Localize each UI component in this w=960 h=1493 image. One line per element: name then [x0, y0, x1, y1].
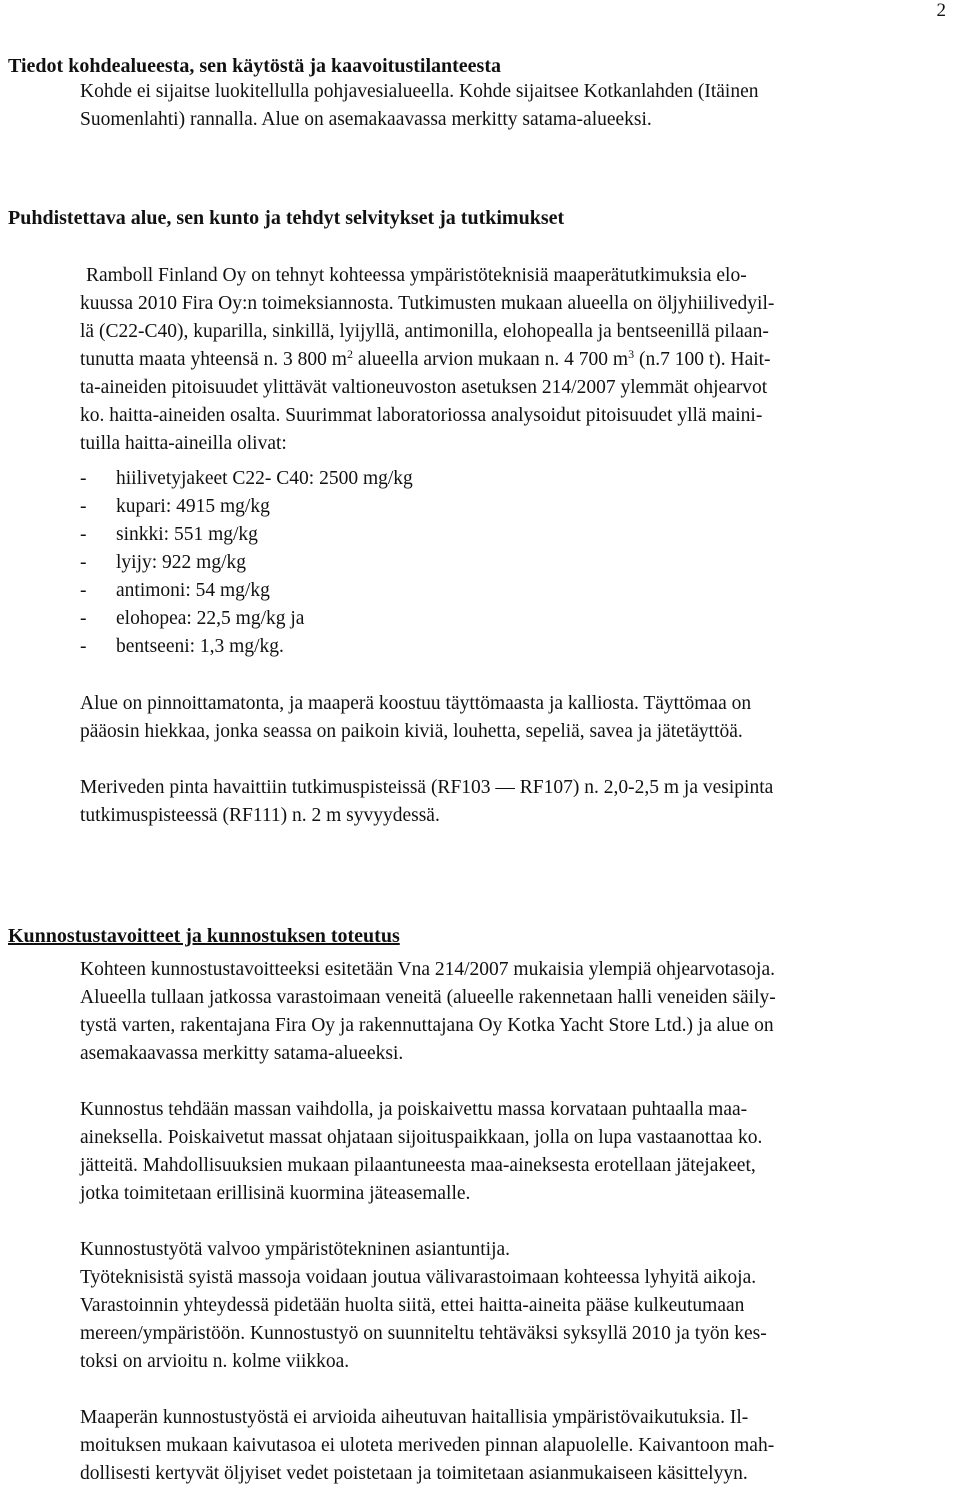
text-line: lä (C22-C40), kuparilla, sinkillä, lyijyllä, antimonilla, elohopealla ja bentseenillä pilaan-: [80, 321, 769, 342]
section-heading-remediation: Kunnostustavoitteet ja kunnostuksen toteutus: [8, 925, 400, 947]
paragraph-environmental-impact: [80, 1404, 952, 1488]
list-dash: -: [80, 524, 87, 545]
text-line: moituksen mukaan kaivutasoa ei uloteta meriveden pinnan alapuolelle. Kaivantoon mah-: [80, 1435, 775, 1456]
text-line: jätteitä. Mahdollisuuksien mukaan pilaantuneesta maa-aineksesta erotellaan jätejakeet,: [80, 1155, 756, 1176]
list-dash: -: [80, 580, 87, 601]
superscript: 3: [628, 347, 635, 361]
text-line: dollisesti kertyvät öljyiset vedet poistetaan ja toimitetaan asianmukaiseen käsittelyyn.: [80, 1463, 748, 1484]
page-number: 2: [936, 0, 946, 21]
text-line: tystä varten, rakentajana Fira Oy ja rakennuttajana Oy Kotka Yacht Store Ltd.) ja alue on: [80, 1015, 774, 1036]
superscript: 2: [346, 347, 353, 361]
list-item: [80, 577, 952, 605]
text-line: mereen/ympäristöön. Kunnostustyö on suunniteltu tehtäväksi syksyllä 2010 ja työn kes-: [80, 1323, 767, 1344]
list-item: [80, 549, 952, 577]
paragraph-soil: [80, 690, 952, 746]
contaminant-list: [80, 465, 952, 661]
text-line: Työteknisistä syistä massoja voidaan joutua välivarastoimaan kohteessa lyhyitä aikoja.: [80, 1267, 757, 1288]
paragraph-mass-exchange: [80, 1096, 952, 1208]
text-line: Maaperän kunnostustyöstä ei arvioida aiheutuvan haitallisia ympäristövaikutuksia. Il-: [80, 1407, 749, 1428]
text-line: Kunnostustyötä valvoo ympäristötekninen asiantuntija.: [80, 1239, 511, 1260]
list-item-text: elohopea: 22,5 mg/kg ja: [116, 608, 305, 629]
list-item: [80, 633, 952, 661]
section-heading-site-info: Tiedot kohdealueesta, sen käytöstä ja kaavoitustilanteesta: [8, 55, 501, 77]
text-line: asemakaavassa merkitty satama-alueeksi.: [80, 1043, 404, 1064]
text-line: Meriveden pinta havaittiin tutkimuspisteissä (RF103 — RF107) n. 2,0-2,5 m ja vesipinta: [80, 777, 774, 798]
list-item-text: kupari: 4915 mg/kg: [116, 496, 270, 517]
text-line: Kunnostus tehdään massan vaihdolla, ja poiskaivettu massa korvataan puhtaalla maa-: [80, 1099, 748, 1120]
text-line: jotka toimitetaan erillisinä kuormina jäteasemalle.: [80, 1183, 471, 1204]
text-line: pääosin hiekkaa, jonka seassa on paikoin kiviä, louhetta, sepeliä, savea ja jätetäyttöä.: [80, 721, 743, 742]
list-item: [80, 605, 952, 633]
list-dash: -: [80, 496, 87, 517]
list-item-text: lyijy: 922 mg/kg: [116, 552, 247, 573]
text-fragment: alueella arvion mukaan n. 4 700 m: [352, 349, 629, 370]
text-line: [80, 346, 952, 374]
text-line: ta-aineiden pitoisuudet ylittävät valtioneuvoston asetuksen 214/2007 ylemmät ohjearvot: [80, 377, 768, 398]
paragraph-supervision: [80, 1236, 952, 1376]
text-line: Alueella tullaan jatkossa varastoimaan veneitä (alueelle rakennetaan halli veneiden säily-: [80, 987, 776, 1008]
text-line: ko. haitta-aineiden osalta. Suurimmat laboratoriossa analysoidut pitoisuudet yllä maini-: [80, 405, 763, 426]
section-heading-area-condition: Puhdistettava alue, sen kunto ja tehdyt selvitykset ja tutkimukset: [8, 207, 565, 229]
list-item: [80, 465, 952, 493]
paragraph-remediation-goals: [80, 956, 952, 1068]
text-fragment: tunutta maata yhteensä n. 3 800 m: [80, 349, 347, 370]
text-line: kuussa 2010 Fira Oy:n toimeksiannosta. Tutkimusten mukaan alueella on öljyhiilivedyil-: [80, 293, 775, 314]
text-line: Kohteen kunnostustavoitteeksi esitetään Vna 214/2007 mukaisia ylempiä ohjearvotasoja.: [80, 959, 775, 980]
text-line: Alue on pinnoittamatonta, ja maaperä koostuu täyttömaasta ja kalliosta. Täyttömaa on: [80, 693, 752, 714]
text-line: Kohde ei sijaitse luokitellulla pohjavesialueella. Kohde sijaitsee Kotkanlahden (Itäinen: [80, 81, 759, 102]
text-line: toksi on arvioitu n. kolme viikkoa.: [80, 1351, 350, 1372]
paragraph-survey: [80, 262, 952, 458]
text-line: tutkimuspisteessä (RF111) n. 2 m syvyydessä.: [80, 805, 440, 826]
paragraph-site-info: [80, 78, 952, 134]
list-item-text: antimoni: 54 mg/kg: [116, 580, 270, 601]
text-line: Suomenlahti) rannalla. Alue on asemakaavassa merkitty satama-alueeksi.: [80, 109, 652, 130]
list-item: [80, 521, 952, 549]
list-item: [80, 493, 952, 521]
list-item-text: hiilivetyjakeet C22- C40: 2500 mg/kg: [116, 468, 413, 489]
list-item-text: sinkki: 551 mg/kg: [116, 524, 258, 545]
text-line: aineksella. Poiskaivetut massat ohjataan sijoituspaikkaan, jolla on lupa vastaanottaa ko.: [80, 1127, 763, 1148]
paragraph-water-level: [80, 774, 952, 830]
list-dash: -: [80, 636, 87, 657]
list-dash: -: [80, 552, 87, 573]
text-fragment: (n.7 100 t). Hait-: [634, 349, 771, 370]
text-line: Varastoinnin yhteydessä pidetään huolta siitä, ettei haitta-aineita pääse kulkeutumaan: [80, 1295, 745, 1316]
text-line: tuilla haitta-aineilla olivat:: [80, 433, 287, 454]
list-item-text: bentseeni: 1,3 mg/kg.: [116, 636, 284, 657]
text-line: Ramboll Finland Oy on tehnyt kohteessa ympäristöteknisiä maaperätutkimuksia elo-: [86, 265, 747, 286]
list-dash: -: [80, 608, 87, 629]
list-dash: -: [80, 468, 87, 489]
